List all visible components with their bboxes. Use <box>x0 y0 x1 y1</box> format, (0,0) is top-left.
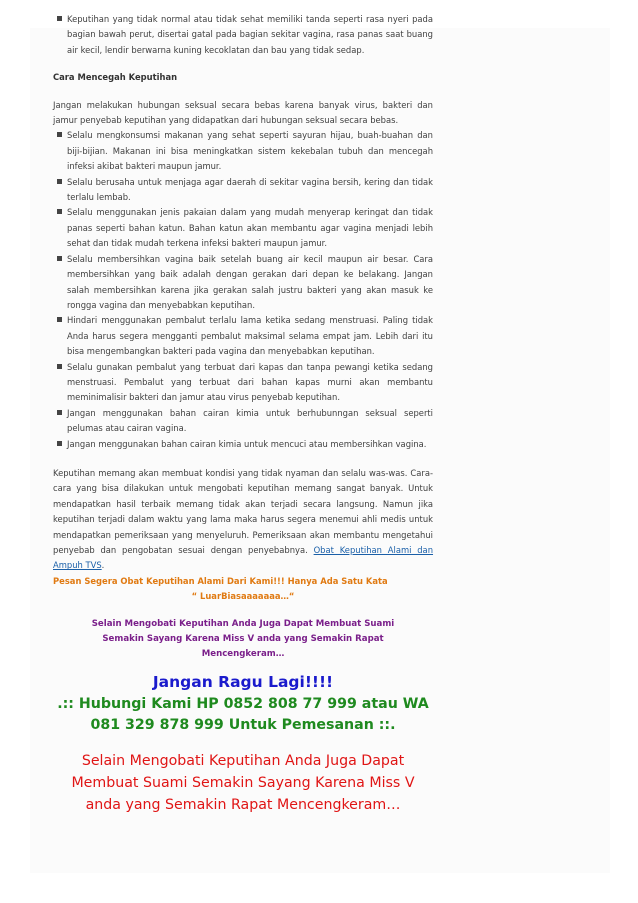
purple-promo-text: Selain Mengobati Keputihan Anda Juga Dapat Membuat Suami Semakin Sayang Karena Miss V anda yang Semakin Rapat Mencengkeram… <box>91 618 395 659</box>
bullet-icon <box>57 16 62 21</box>
closing-paragraph <box>53 466 433 574</box>
list-item-text: Jangan menggunakan bahan cairan kimia untuk mencuci atau membersihkan vagina. <box>67 438 427 449</box>
list-item <box>53 175 433 206</box>
list-item <box>53 128 433 174</box>
list-item-text: Selalu berusaha untuk menjaga agar daerah di sekitar vagina bersih, kering dan tidak terlalu lembab. <box>67 176 433 203</box>
list-item <box>53 360 433 406</box>
list-item-text: Hindari menggunakan pembalut terlalu lama ketika sedang menstruasi. Paling tidak Anda harus segera mengganti pembalut maksimal selama empat jam. Lebih dari itu bisa mengembangkan bakteri pada vagina dan menyebabkan keputihan. <box>67 315 433 357</box>
list-item <box>53 437 433 452</box>
list-item <box>53 252 433 314</box>
bullet-icon <box>57 132 62 137</box>
promo-orange-tagline: “ LuarBiasaaaaaaa…“ <box>191 591 295 602</box>
list-item-text: Selalu mengkonsumsi makanan yang sehat seperti sayuran hijau, buah-buahan dan biji-bijian. Makanan ini bisa meningkatkan sistem kekebalan tubuh dan mencegah infeksi akibat bakteri maupun jamur. <box>67 130 433 172</box>
symptom-list <box>53 12 433 58</box>
list-item-text: Selalu menggunakan jenis pakaian dalam yang mudah menyerap keringat dan tidak panas seperti bahan katun. Bahan katun akan membantu agar vagina menjadi lebih sehat dan tidak mudah terkena infeksi bakteri maupun jamur. <box>67 207 433 249</box>
bullet-icon <box>57 256 62 261</box>
list-item-text: Selalu gunakan pembalut yang terbuat dari kapas dan tanpa pewangi ketika sedang menstruasi. Pembalut yang terbuat dari bahan kapas murni akan membantu meminimalisir bakteri dan jamur atau virus penyebab keputihan. <box>67 361 433 403</box>
list-item-text: Keputihan yang tidak normal atau tidak sehat memiliki tanda seperti rasa nyeri pada bagian bawah perut, disertai gatal pada bagian sekitar vagina, rasa panas saat buang air kecil, lendir berwarna kuning kecoklatan dan bau yang tidak sedap. <box>67 14 433 55</box>
contact-info: .:: Hubungi Kami HP 0852 808 77 999 atau WA 081 329 878 999 Untuk Pemesanan ::. <box>57 695 429 733</box>
list-item <box>53 406 433 437</box>
section-heading: Cara Mencegah Keputihan <box>53 72 178 83</box>
list-item <box>53 12 433 58</box>
bullet-icon <box>57 410 62 415</box>
list-item-text: Selalu membersihkan vagina baik setelah buang air kecil maupun air besar. Cara membersihkan yang baik adalah dengan gerakan dari depan ke belakang. Jangan salah membersihkan karena jika gerakan salah justru bakteri yang akan masuk ke rongga vagina dan menyebabkan keputihan. <box>67 253 433 310</box>
list-item-text: Jangan menggunakan bahan cairan kimia untuk berhubunngan seksual seperti pelumas atau cairan vagina. <box>67 407 433 434</box>
section-intro: Jangan melakukan hubungan seksual secara bebas karena banyak virus, bakteri dan jamur penyebab keputihan yang didapatkan dari hubungan seksual secara bebas. <box>53 99 433 126</box>
promo-orange-line: Pesan Segera Obat Keputihan Alami Dari Kami!!! Hanya Ada Satu Kata <box>53 575 388 586</box>
red-promo-text: Selain Mengobati Keputihan Anda Juga Dapat Membuat Suami Semakin Sayang Karena Miss V anda yang Semakin Rapat Mencengkeram… <box>71 752 415 813</box>
closing-paragraph-text: Keputihan memang akan membuat kondisi yang tidak nyaman dan selalu was-was. Cara-cara yang bisa dilakukan untuk mengobati keputihan memang sangat banyak. Untuk mendapatkan hasil terbaik memang tidak akan terjadi secara langsung. Namun jika keputihan terjadi dalam waktu yang lama maka harus segera menemui ahli medis untuk mendapatkan pemeriksaan yang menyeluruh. Pemeriksaan akan membantu mengetahui penyebab dan pengobatan sesuai dengan penyebabnya. <box>53 467 433 555</box>
bullet-icon <box>57 317 62 322</box>
bullet-icon <box>57 441 62 446</box>
call-to-action-heading: Jangan Ragu Lagi!!!! <box>152 672 334 691</box>
article-content <box>53 12 433 816</box>
bullet-icon <box>57 179 62 184</box>
list-item <box>53 205 433 251</box>
bullet-icon <box>57 209 62 214</box>
link-suffix: . <box>101 560 105 571</box>
product-link[interactable]: Obat Keputihan Alami dan Ampuh TVS <box>53 545 434 571</box>
list-item <box>53 313 433 359</box>
prevention-list <box>53 128 433 452</box>
bullet-icon <box>57 364 62 369</box>
